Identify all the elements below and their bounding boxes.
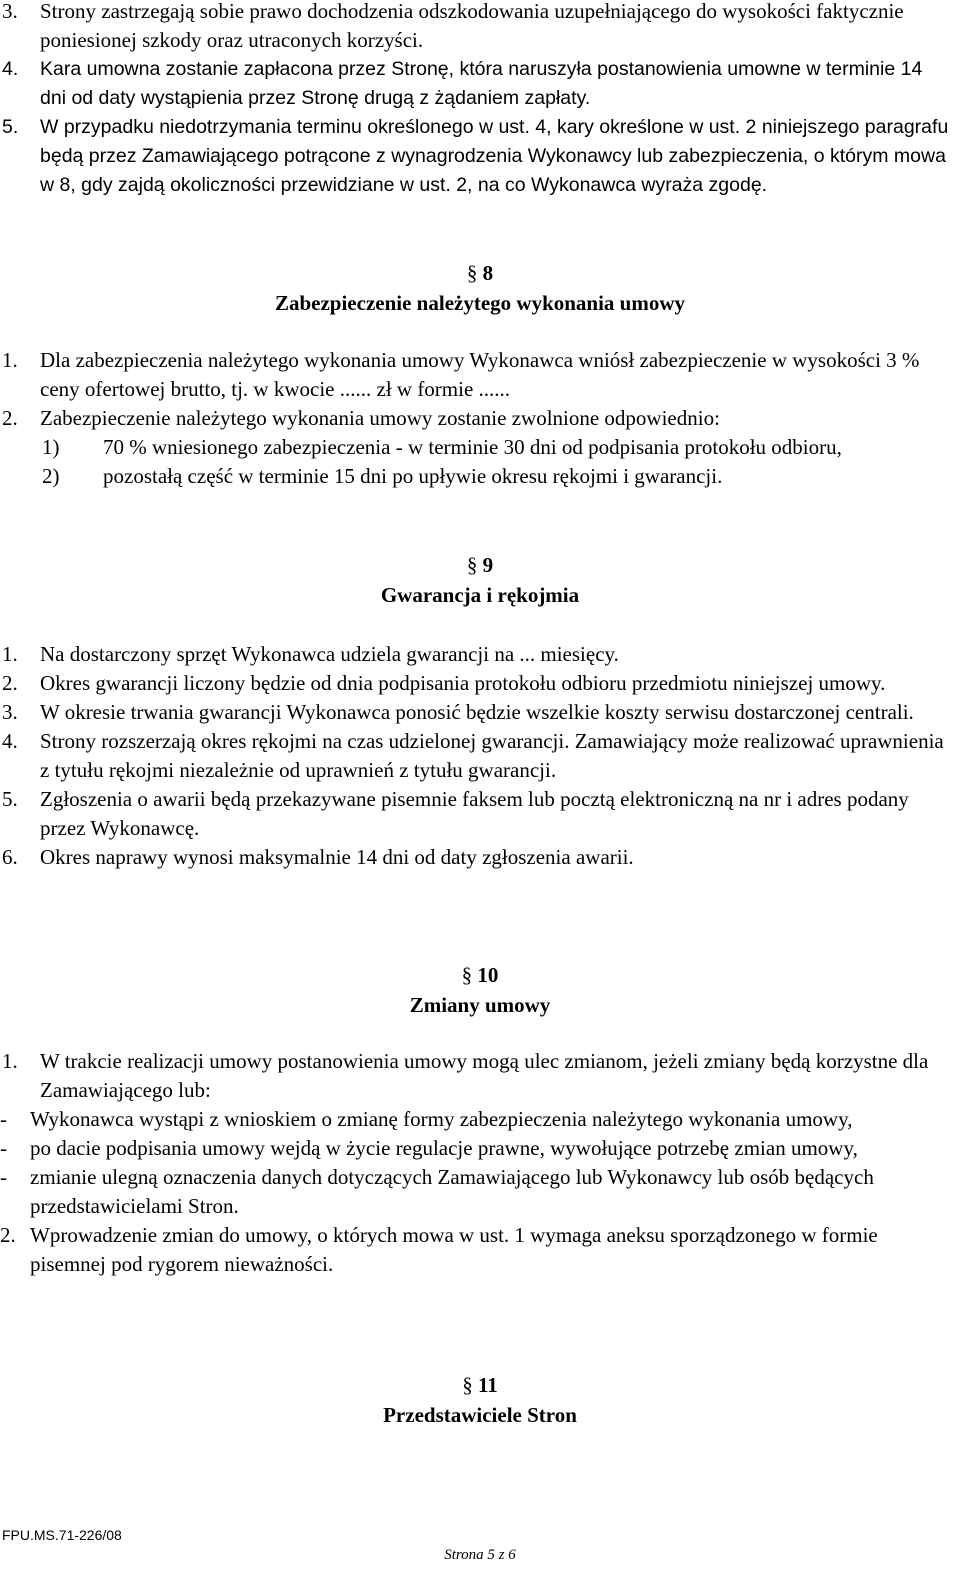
clause-item — [0, 698, 960, 727]
clause-text: Dla zabezpieczenia należytego wykonania umowy Wykonawca wniósł zabezpieczenie w wysokości 3 % ceny ofertowej brutto, tj. w kwocie ...... zł w formie ...... — [40, 348, 920, 401]
clause-item — [0, 346, 960, 404]
clause-text: Okres gwarancji liczony będzie od dnia podpisania protokołu odbioru przedmiotu niniejszej umowy. — [40, 671, 886, 695]
page-number: Strona 5 z 6 — [444, 1547, 516, 1563]
clause-number: 6. — [2, 845, 18, 869]
clause-item — [0, 1221, 960, 1279]
clause-item — [0, 785, 960, 843]
clause-text: Kara umowna zostanie zapłacona przez Stronę, która naruszyła postanowienia umowne w terminie 14 dni od daty wystąpienia przez Stronę drugą z żądaniem zapłaty. — [40, 58, 923, 109]
subclause-text: 70 % wniesionego zabezpieczenia - w terminie 30 dni od podpisania protokołu odbioru, — [103, 435, 842, 459]
clause-text: W przypadku niedotrzymania terminu określonego w ust. 4, kary określone w ust. 2 niniejszego paragrafu będą przez Zamawiającego potrącone z wynagrodzenia Wykonawcy lub zabezpieczenia, o którym mowa w 8, gdy zajdą okoliczności przewidziane w ust. 2, na co Wykonawca wyraża zgodę. — [40, 116, 949, 196]
section-heading-8 — [0, 258, 960, 318]
clause-item — [0, 727, 960, 785]
clause-number: 3. — [2, 700, 18, 724]
subclause-number: 1) — [42, 435, 60, 459]
change-condition-text: po dacie podpisania umowy wejdą w życie regulacje prawne, wywołujące potrzebę zmian umowy, — [30, 1136, 858, 1160]
dash-marker: - — [0, 1107, 7, 1131]
clause-text: Wprowadzenie zmian do umowy, o których mowa w ust. 1 wymaga aneksu sporządzonego w formie pisemnej pod rygorem nieważności. — [30, 1223, 878, 1276]
change-condition-text: Wykonawca wystąpi z wnioskiem o zmianę formy zabezpieczenia należytego wykonania umowy, — [30, 1107, 853, 1131]
section-9-body — [0, 640, 960, 872]
section-heading-11 — [0, 1370, 960, 1430]
clause-text: Na dostarczony sprzęt Wykonawca udziela gwarancji na ... miesięcy. — [40, 642, 619, 666]
clause-text: Zgłoszenia o awarii będą przekazywane pisemnie faksem lub pocztą elektroniczną na nr i adres podany przez Wykonawcę. — [40, 787, 909, 840]
section-title: Gwarancja i rękojmia — [380, 583, 580, 607]
section-title: Zabezpieczenie należytego wykonania umowy — [274, 291, 686, 315]
subclause-text: pozostałą część w terminie 15 dni po upływie okresu rękojmi i gwarancji. — [103, 464, 723, 488]
section-number: 10 — [477, 963, 499, 987]
subclause-item — [0, 462, 960, 491]
section-title: Zmiany umowy — [409, 993, 551, 1017]
clause-item — [0, 55, 960, 113]
clause-number: 3. — [2, 0, 18, 23]
clause-text: Strony zastrzegają sobie prawo dochodzenia odszkodowania uzupełniającego do wysokości faktycznie poniesionej szkody oraz utraconych korzyści. — [40, 0, 904, 52]
clause-list-top — [0, 0, 960, 200]
clause-number: 2. — [0, 1223, 16, 1247]
clause-text: Okres naprawy wynosi maksymalnie 14 dni od daty zgłoszenia awarii. — [40, 845, 634, 869]
subclause-number: 2) — [42, 464, 60, 488]
clause-text: W trakcie realizacji umowy postanowienia umowy mogą ulec zmianom, jeżeli zmiany będą korzystne dla Zamawiającego lub: — [40, 1049, 929, 1102]
section-10-body — [0, 1047, 960, 1279]
section-number: 11 — [477, 1373, 498, 1397]
section-heading-10 — [0, 960, 960, 1020]
section-symbol: § — [466, 261, 478, 285]
clause-number: 1. — [2, 642, 18, 666]
clause-item — [0, 640, 960, 669]
dash-marker: - — [0, 1136, 7, 1160]
section-title: Przedstawiciele Stron — [383, 1403, 577, 1427]
change-condition-item — [0, 1134, 960, 1163]
clause-item — [0, 0, 960, 55]
change-condition-text: zmianie ulegną oznaczenia danych dotyczących Zamawiającego lub Wykonawcy lub osób będących przedstawicielami Stron. — [30, 1165, 874, 1218]
section-number: 8 — [482, 261, 494, 285]
dash-marker: - — [0, 1165, 7, 1189]
clause-item — [0, 404, 960, 433]
clause-number: 2. — [2, 406, 18, 430]
clause-text: Zabezpieczenie należytego wykonania umowy zostanie zwolnione odpowiednio: — [40, 406, 720, 430]
clause-number: 5. — [2, 787, 18, 811]
section-symbol: § — [466, 553, 478, 577]
change-condition-item — [0, 1163, 960, 1221]
clause-number: 4. — [2, 58, 19, 80]
clause-item — [0, 669, 960, 698]
clause-item — [0, 1047, 960, 1105]
clause-number: 1. — [2, 348, 18, 372]
clause-number: 1. — [2, 1049, 18, 1073]
clause-text: Strony rozszerzają okres rękojmi na czas udzielonej gwarancji. Zamawiający może realizować uprawnienia z tytułu rękojmi niezależnie od uprawnień z tytułu gwarancji. — [40, 729, 944, 782]
clause-number: 2. — [2, 671, 18, 695]
section-symbol: § — [461, 963, 473, 987]
clause-text: W okresie trwania gwarancji Wykonawca ponosić będzie wszelkie koszty serwisu dostarczonej centrali. — [40, 700, 914, 724]
clause-number: 4. — [2, 729, 18, 753]
document-reference: FPU.MS.71-226/08 — [2, 1527, 122, 1543]
clause-item — [0, 113, 960, 200]
section-number: 9 — [482, 553, 494, 577]
section-8-body — [0, 346, 960, 491]
change-condition-item — [0, 1105, 960, 1134]
section-heading-9 — [0, 550, 960, 610]
section-symbol: § — [462, 1373, 473, 1397]
subclause-item — [0, 433, 960, 462]
clause-item — [0, 843, 960, 872]
clause-number: 5. — [2, 116, 19, 138]
